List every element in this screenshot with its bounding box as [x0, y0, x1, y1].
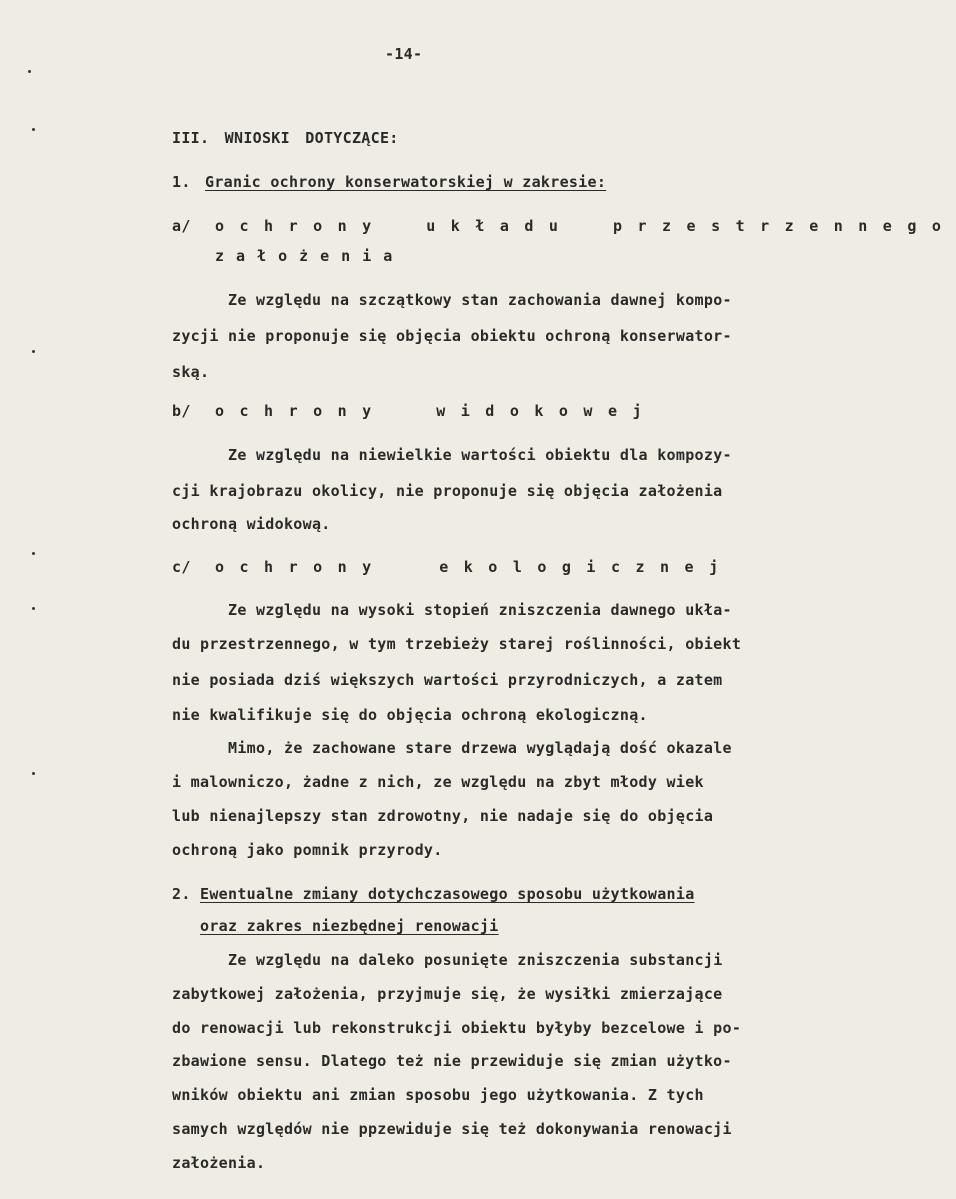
item2-para-line: Ze względu na daleko posunięte zniszczenia substancji	[228, 951, 723, 969]
c-para1-line: nie kwalifikuje się do objęcia ochroną ekologiczną.	[172, 706, 648, 724]
item2-para-line: założenia.	[172, 1154, 266, 1172]
margin-mark	[32, 772, 35, 775]
item2-title-line1: Ewentualne zmiany dotychczasowego sposobu użytkowania	[200, 885, 695, 903]
b-para-line: Ze względu na niewielkie wartości obiektu dla kompozy-	[228, 446, 732, 464]
a-heading-line2: założenia	[215, 247, 405, 265]
item2-para-line: zbawione sensu. Dlatego też nie przewiduje się zmian użytko-	[172, 1052, 732, 1070]
item1-title: Granic ochrony konserwatorskiej w zakresie:	[205, 173, 607, 191]
page-number: -14-	[385, 45, 423, 63]
c-para1-line: nie posiada dziś większych wartości przyrodniczych, a zatem	[172, 671, 723, 689]
b-para-line: cji krajobrazu okolicy, nie proponuje się objęcia założenia	[172, 482, 723, 500]
item2-number: 2.	[172, 885, 191, 903]
item2-title-line2: oraz zakres niezbędnej renowacji	[200, 917, 499, 935]
b-heading: ochrony widokowej	[215, 402, 658, 420]
c-heading: ochrony ekologicznej	[215, 558, 734, 576]
a-para-line: ską.	[172, 363, 210, 381]
a-para-line: zycji nie proponuje się objęcia obiektu ochroną konserwator-	[172, 327, 732, 345]
c-para2-line: lub nienajlepszy stan zdrowotny, nie nadaje się do objęcia	[172, 807, 714, 825]
item2-para-line: wników obiektu ani zmian sposobu jego użytkowania. Z tych	[172, 1086, 704, 1104]
c-para2-line: i malowniczo, żadne z nich, ze względu na zbyt młody wiek	[172, 773, 704, 791]
item2-para-line: do renowacji lub rekonstrukcji obiektu byłyby bezcelowe i po-	[172, 1019, 742, 1037]
section-title: III. WNIOSKI DOTYCZĄCE:	[172, 129, 399, 147]
a-para-line: Ze względu na szczątkowy stan zachowania dawnej kompo-	[228, 291, 732, 309]
b-para-line: ochroną widokową.	[172, 515, 331, 533]
a-heading-line1: ochrony układu przestrzennego	[215, 217, 956, 235]
c-para2-line: ochroną jako pomnik przyrody.	[172, 841, 443, 859]
margin-mark	[32, 350, 35, 353]
c-para2-line: Mimo, że zachowane stare drzewa wyglądają dość okazale	[228, 739, 732, 757]
margin-mark	[28, 70, 31, 73]
margin-mark	[32, 128, 35, 131]
c-label: c/	[172, 558, 191, 576]
a-label: a/	[172, 217, 191, 235]
margin-mark	[32, 607, 35, 610]
margin-mark	[32, 552, 35, 555]
item2-para-line: samych względów nie ppzewiduje się też dokonywania renowacji	[172, 1120, 732, 1138]
c-para1-line: Ze względu na wysoki stopień zniszczenia dawnego ukła-	[228, 601, 732, 619]
c-para1-line: du przestrzennego, w tym trzebieży starej roślinności, obiekt	[172, 635, 742, 653]
b-label: b/	[172, 402, 191, 420]
item2-para-line: zabytkowej założenia, przyjmuje się, że wysiłki zmierzające	[172, 985, 723, 1003]
item1-number: 1.	[172, 173, 191, 191]
